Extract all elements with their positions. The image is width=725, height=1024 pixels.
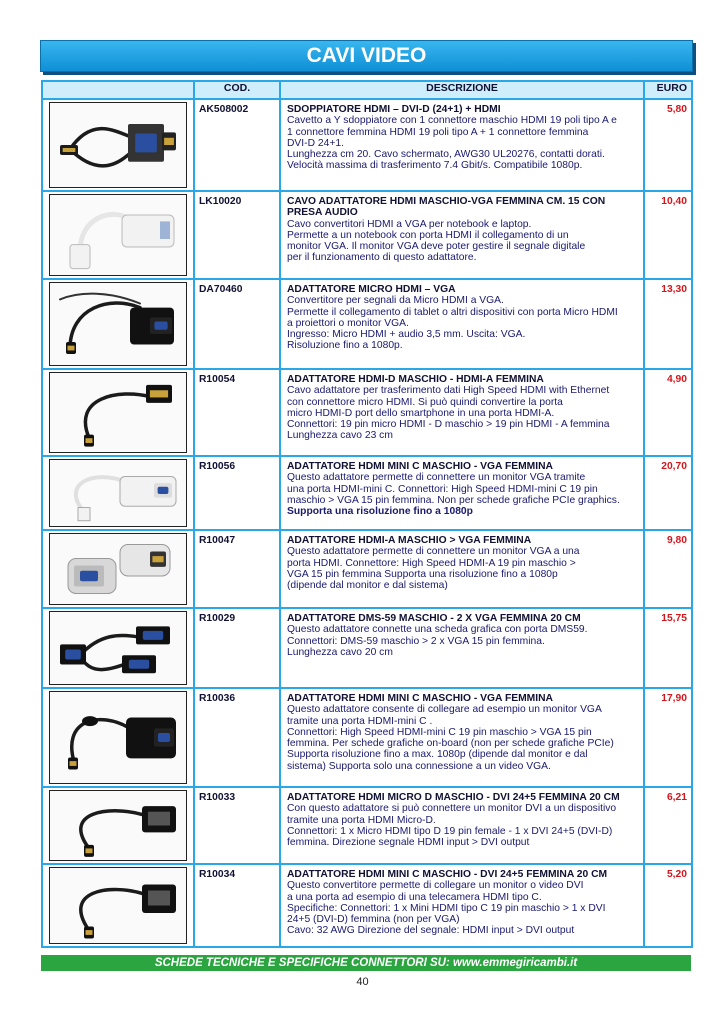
description-line: Cavetto a Y sdoppiatore con 1 connettore maschio HDMI 19 poli tipo A e (287, 115, 617, 127)
description-line: 24+5 (DVI-D) femmina (non per VGA) (287, 914, 460, 926)
product-image-cell (42, 191, 194, 279)
description-line: Questo adattatore connette una scheda grafica con porta DMS59. (287, 624, 588, 636)
product-name: SDOPPIATORE HDMI – DVI-D (24+1) + HDMI (287, 104, 501, 115)
product-price: 6,21 (644, 787, 692, 864)
description-line: Connettori: DMS-59 maschio > 2 x VGA 15 pin femmina. (287, 635, 545, 647)
product-code: AK508002 (194, 99, 280, 191)
product-image (50, 868, 186, 943)
product-row[interactable] (42, 369, 692, 456)
product-price: 15,75 (644, 608, 692, 688)
footer-banner[interactable]: SCHEDE TECNICHE E SPECIFICHE CONNETTORI SU: www.emmegiricambi.it (41, 955, 691, 971)
product-code: R10056 (194, 456, 280, 530)
description-line: Cavo convertitori HDMI a VGA per notebook e laptop. (287, 218, 532, 230)
description-line: Cavo adattatore per trasferimento dati High Speed HDMI with Ethernet (287, 385, 610, 397)
product-description (280, 787, 644, 864)
description-line: Questo adattatore consente di collegare ad esempio un monitor VGA (287, 704, 602, 716)
product-row[interactable] (42, 99, 692, 191)
product-image-cell (42, 99, 194, 191)
product-price: 4,90 (644, 369, 692, 456)
product-description (280, 369, 644, 456)
description-line: Risoluzione fino a 1080p. (287, 340, 403, 352)
product-code: R10047 (194, 530, 280, 608)
product-description (280, 191, 644, 279)
description-line: (dipende dal monitor e dal sistema) (287, 580, 448, 592)
product-photo (49, 691, 187, 784)
description-line: femmina. Per schede grafiche on-board (non per schede grafiche PCIe) (287, 738, 614, 750)
code-column-header: COD. (194, 81, 280, 99)
description-line: Specifiche: Connettori: 1 x Mini HDMI tipo C 19 pin maschio > 1 x DVI (287, 902, 606, 914)
description-line: sistema) Supporta solo una connessione a un video VGA. (287, 760, 551, 772)
product-row[interactable] (42, 688, 692, 787)
product-photo (49, 282, 187, 366)
product-name: ADATTATORE HDMI MINI C MASCHIO - DVI 24+5 FEMMINA 20 CM (287, 869, 608, 880)
description-line: monitor VGA. Il monitor VGA deve poter gestire il segnale digitale (287, 241, 586, 253)
product-image (50, 534, 186, 604)
page-title: CAVI VIDEO (40, 40, 693, 72)
product-image-cell (42, 608, 194, 688)
description-line: femmina. Direzione segnale HDMI input > DVI output (287, 837, 530, 849)
product-photo (49, 372, 187, 453)
description-line: Lunghezza cavo 23 cm (287, 430, 393, 442)
description-line: per il funzionamento di questo adattatore. (287, 252, 477, 264)
product-description (280, 456, 644, 530)
description-line: DVI-D 24+1. (287, 137, 344, 149)
product-description (280, 608, 644, 688)
product-code: LK10020 (194, 191, 280, 279)
product-image-cell (42, 864, 194, 947)
product-description (280, 279, 644, 369)
euro-column-header: EURO (644, 81, 692, 99)
description-line: Supporta risoluzione fino a max. 1080p (dipende dal monitor e dal (287, 749, 588, 761)
description-line: porta HDMI. Connettore: High Speed HDMI-A 19 pin maschio > (287, 557, 576, 569)
product-image (50, 283, 186, 365)
product-image (50, 373, 186, 452)
product-code: R10036 (194, 688, 280, 787)
product-photo (49, 790, 187, 861)
product-photo (49, 867, 187, 944)
description-line: Connettori: 1 x Micro HDMI tipo D 19 pin female - 1 x DVI 24+5 (DVI-D) (287, 825, 613, 837)
product-name: ADATTATORE MICRO HDMI – VGA (287, 284, 456, 295)
description-line: Cavo: 32 AWG Direzione del segnale: HDMI input > DVI output (287, 925, 575, 937)
product-price: 17,90 (644, 688, 692, 787)
product-name: ADATTATORE DMS-59 MASCHIO - 2 X VGA FEMMINA 20 CM (287, 613, 581, 624)
product-price: 9,80 (644, 530, 692, 608)
description-line: Velocità massima di trasferimento 7.4 Gbit/s. Compatibile 1080p. (287, 160, 583, 172)
product-image (50, 791, 186, 860)
description-line: Lunghezza cm 20. Cavo schermato, AWG30 UL20276, contatti dorati. (287, 149, 605, 161)
product-row[interactable] (42, 530, 692, 608)
description-line: Questo adattatore permette di connettere un monitor VGA a una (287, 546, 580, 558)
description-line: Con questo adattatore si può connettere un monitor DVI a un dispositivo (287, 803, 617, 815)
description-line: Questo convertitore permette di collegare un monitor o video DVI (287, 880, 584, 892)
product-name: CAVO ADATTATORE HDMI MASCHIO-VGA FEMMINA CM. 15 CON PRESA AUDIO (287, 196, 606, 219)
product-description (280, 688, 644, 787)
description-line: tramite una porta HDMI Micro-D. (287, 814, 436, 826)
description-line: una porta HDMI-mini C. Connettori: High Speed HDMI-mini C 19 pin (287, 483, 598, 495)
description-line: 1 connettore femmina HDMI 19 poli tipo A + 1 connettore femmina (287, 126, 589, 138)
product-image (50, 460, 186, 526)
product-photo (49, 533, 187, 605)
product-code: R10033 (194, 787, 280, 864)
product-photo (49, 194, 187, 276)
product-price: 5,20 (644, 864, 692, 947)
product-row[interactable] (42, 787, 692, 864)
product-price: 10,40 (644, 191, 692, 279)
description-line: Questo adattatore permette di connettere un monitor VGA tramite (287, 472, 586, 484)
product-photo (49, 102, 187, 188)
product-price: 13,30 (644, 279, 692, 369)
description-line: Lunghezza cavo 20 cm (287, 646, 393, 658)
description-highlight: Supporta una risoluzione fino a 1080p (287, 506, 473, 518)
product-name: ADATTATORE HDMI MINI C MASCHIO - VGA FEMMINA (287, 693, 553, 704)
product-code: R10034 (194, 864, 280, 947)
product-price: 5,80 (644, 99, 692, 191)
product-image (50, 692, 186, 783)
description-line: VGA 15 pin femmina Supporta una risoluzione fino a 1080p (287, 568, 558, 580)
product-name: ADATTATORE HDMI MINI C MASCHIO - VGA FEMMINA (287, 461, 553, 472)
product-name: ADATTATORE HDMI-D MASCHIO - HDMI-A FEMMINA (287, 374, 544, 385)
product-price: 20,70 (644, 456, 692, 530)
product-code: DA70460 (194, 279, 280, 369)
description-line: Connettori: High Speed HDMI-mini C 19 pin maschio > VGA 15 pin (287, 726, 592, 738)
description-column-header: DESCRIZIONE (280, 81, 644, 99)
product-image (50, 103, 186, 187)
description-line: Convertitore per segnali da Micro HDMI a VGA. (287, 295, 504, 307)
product-image-cell (42, 456, 194, 530)
description-line: Permette il collegamento di tablet o altri dispositivi con porta Micro HDMI (287, 306, 618, 318)
product-image-cell (42, 688, 194, 787)
product-description (280, 864, 644, 947)
product-description (280, 99, 644, 191)
description-line: a proiettori o monitor VGA. (287, 317, 409, 329)
product-image (50, 612, 186, 684)
product-row[interactable] (42, 279, 692, 369)
table-header (42, 81, 692, 99)
product-image-cell (42, 369, 194, 456)
description-line: tramite una porta HDMI-mini C . (287, 715, 433, 727)
description-line: con connettore micro HDMI. Si può quindi convertire la porta (287, 396, 563, 408)
product-image-cell (42, 279, 194, 369)
page-number: 40 (356, 976, 369, 988)
product-code: R10054 (194, 369, 280, 456)
description-line: Permette a un notebook con porta HDMI il collegamento di un (287, 229, 569, 241)
product-row[interactable] (42, 864, 692, 947)
product-row[interactable] (42, 456, 692, 530)
product-image (50, 195, 186, 275)
product-name: ADATTATORE HDMI MICRO D MASCHIO - DVI 24+5 FEMMINA 20 CM (287, 792, 620, 803)
product-row[interactable] (42, 608, 692, 688)
product-name: ADATTATORE HDMI-A MASCHIO > VGA FEMMINA (287, 535, 532, 546)
description-line: Ingresso: Micro HDMI + audio 3,5 mm. Uscita: VGA. (287, 329, 526, 341)
product-image-cell (42, 787, 194, 864)
description-line: a una porta ad esempio di una telecamera HDMI tipo C. (287, 891, 542, 903)
product-image-cell (42, 530, 194, 608)
image-column-header (42, 81, 194, 99)
product-description (280, 530, 644, 608)
product-photo (49, 611, 187, 685)
product-code: R10029 (194, 608, 280, 688)
product-row[interactable] (42, 191, 692, 279)
description-line: Connettori: 19 pin micro HDMI - D maschio > 19 pin HDMI - A femmina (287, 419, 610, 431)
description-line: maschio > VGA 15 pin femmina. Non per schede grafiche PCIe graphics. (287, 494, 620, 506)
description-line: micro HDMI-D port dello smartphone in una porta HDMI-A. (287, 407, 555, 419)
product-photo (49, 459, 187, 527)
product-table (41, 80, 693, 948)
